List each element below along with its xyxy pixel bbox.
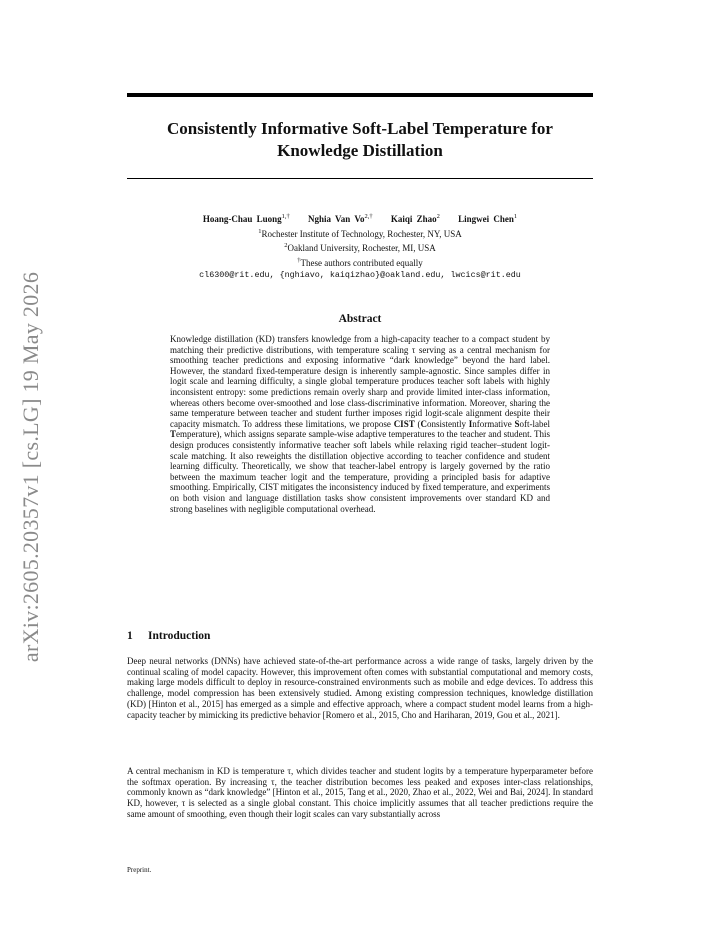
section-title: Introduction (148, 630, 211, 642)
method-name: CIST (393, 418, 415, 429)
author-block (127, 211, 593, 282)
section-number: 1 (127, 630, 133, 642)
preprint-footer: Preprint. (127, 866, 152, 874)
title-top-rule (127, 93, 593, 97)
author-marker: 2,† (364, 213, 373, 220)
author-marker: 2 (436, 213, 440, 220)
affiliation-1: $^1$Rochester Institute of Technology, Rochester, NY, USA (258, 227, 462, 239)
author-marker: 1 (513, 213, 518, 220)
author-name: Lingwei Chen (458, 214, 514, 224)
affiliation-2: $^2$Oakland University, Rochester, MI, USA (284, 242, 436, 253)
author-marker: 1,† (281, 213, 290, 220)
author-emails: cl6300@rit.edu, {nghiavo, kaiqizhao}@oakland.edu, lwcics@rit.edu (199, 270, 521, 280)
abstract-text: Knowledge distillation (KD) transfers knowledge from a high-capacity teacher to a compact student by matching their predictive distributions, with temperature scaling τ serving as a central mechanism for smoothing teacher predictions and exposing informative “dark knowledge” beyond the hard label. However, the standard fixed-temperature design is inherently sample-agnostic. Since samples differ in logit scale and learning difficulty, a single global temperature produces teacher soft labels with highly inconsistent entropy: some predictions remain overly sharp and provide limited inter-class information, whereas others become over-smoothed and lose class-discriminative information. Moreover, sharing the same temperature between teacher and student further imposes rigid logit-scale alignment despite their capacity mismatch. To address these limitations, we propose CIST (Consistently Informative Soft-label Temperature), which assigns separate sample-wise adaptive temperatures to the teacher and student. This design produces consistently informative teacher soft labels while relaxing rigid teacher–student logit-scale matching. It also reweights the distillation objective according to teacher confidence and student learning difficulty. Theoretically, we show that teacher-label entropy is largely governed by the ratio between the maximum teacher logit and the temperature, providing a principled basis for adaptive smoothing. Empirically, CIST mitigates the inconsistency induced by fixed temperature, and experiments on both vision and language distillation tasks show consistent improvements over standard KD and strong baselines with negligible computational overhead. (170, 334, 550, 514)
title-line-2: Knowledge Distillation (277, 141, 443, 160)
equal-contribution-note: †These authors contributed equally (297, 256, 423, 268)
arxiv-identifier: arXiv:2605.20357v1 [cs.LG] 19 May 2026 (18, 271, 43, 663)
author-name: Kaiqi Zhao (390, 214, 437, 224)
arxiv-identifier-sidebar (13, 257, 49, 677)
intro-paragraph-2: A central mechanism in KD is temperature τ, which divides teacher and student logits by a temperature hyperparameter before the softmax operation. By increasing τ, the teacher distribution becomes less peaked and exposes inter-class relationships, commonly known as “dark knowledge” [Hinton et al., 2015, Tang et al., 2020, Zhao et al., 2022, Wei and Bai, 2024]. In standard KD, however, τ is selected as a single global constant. This choice implicitly assumes that all teacher predictions require the same amount of smoothing, even though their logit scales can vary substantially across (127, 766, 593, 819)
title-bottom-rule (127, 178, 593, 179)
author-name: Hoang-Chau Luong (202, 214, 282, 224)
abstract-heading: Abstract (338, 313, 382, 325)
section-heading-introduction (127, 630, 210, 642)
author-names (127, 211, 593, 226)
paper-title (127, 118, 593, 162)
title-line-1: Consistently Informative Soft-Label Temperature for (167, 119, 553, 138)
intro-paragraph-1: Deep neural networks (DNNs) have achieved state-of-the-art performance across a wide range of tasks, largely driven by the continual scaling of model capacity. However, this improvement often comes with substantial computational and memory costs, making large models difficult to deploy in resource-constrained environments such as mobile and edge devices. To address this challenge, model compression has been extensively studied. Among existing compression techniques, knowledge distillation (KD) [Hinton et al., 2015] has emerged as a simple and effective approach, where a compact student model learns from a high-capacity teacher by mimicking its predictive behavior [Romero et al., 2015, Cho and Hariharan, 2019, Gou et al., 2021]. (127, 656, 593, 720)
author-name: Nghia Van Vo (307, 214, 365, 224)
